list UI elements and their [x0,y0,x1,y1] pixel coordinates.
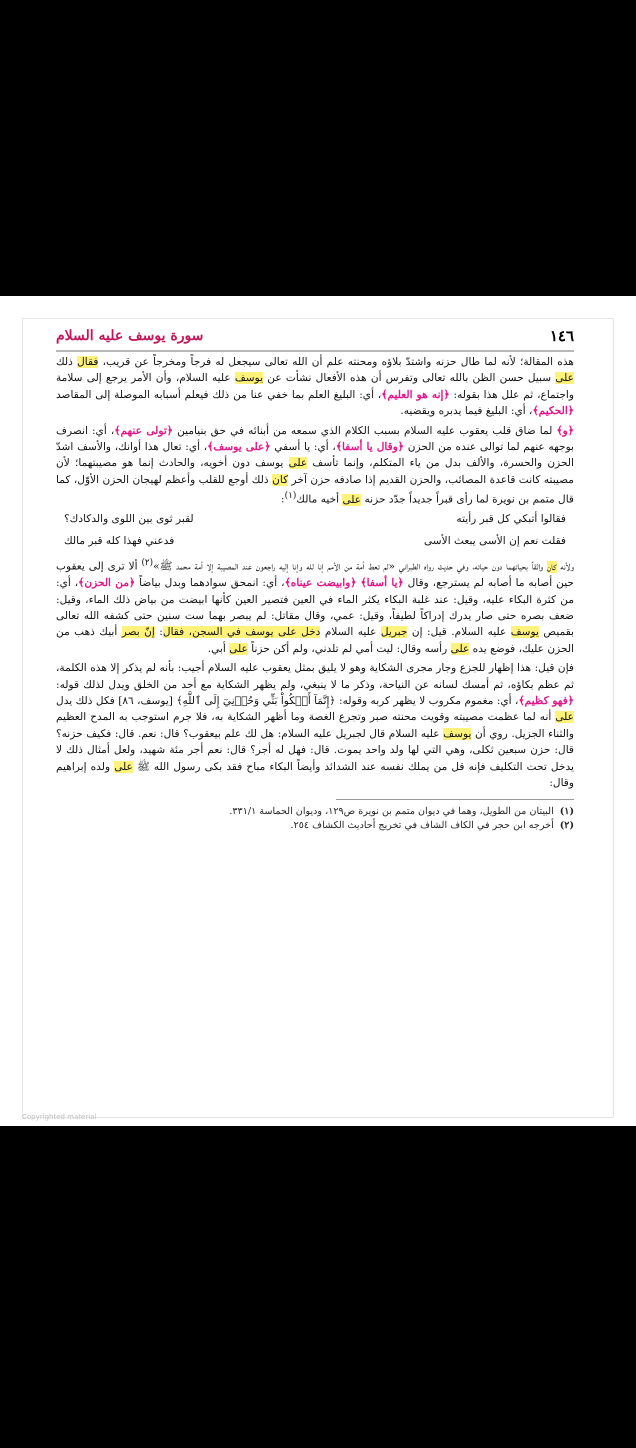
quran-quote: ﴿وقال يا أسفا﴾ [335,441,405,454]
footnote-divider [336,799,574,800]
quran-quote: ﴿وابيضت عيناه﴾ [284,577,357,590]
text-run: عليه السلام. قيل: إن [407,626,511,639]
page-body [56,354,574,833]
text-run: أنه لما عظمت مصيبته وقويت محنته صبر وتجرع الغصة وما أظهر الشكاية به، فلا جرم استوجب به المدح العظيم والثناء الجزيل. روي أن [56,711,574,740]
text-run: يوسف دون أخويه، والحادث إنما هو مصيبتهما؛ لأن مصيبته كانت قاعدة المصائب، والحزن القديم إذا صادفه حزن آخر [56,457,574,486]
highlight: جبريل [380,626,408,639]
text-run: ولأنه [556,560,574,573]
footnote-2 [56,819,574,833]
verse-hemistich: لقبر ثوى بين اللوى والدكادك؟ [64,513,194,526]
paragraph-2 [56,423,574,509]
highlight: يوسف [443,727,472,740]
text-run: : [281,493,285,506]
highlight: يوسف [234,372,264,385]
highlight: دخل على يوسف في السجن، فقال [162,626,321,639]
text-run: لما ضاق قلب يعقوب عليه السلام بسبب الكلام الذي سمعه من أبنائه في حق بنيامين [173,424,557,437]
page-number: ١٤٦ [549,327,574,345]
quran-quote: ﴿يا أسفا﴾ [360,577,404,590]
quran-quote: ﴿إنه هو العليم﴾ [381,388,450,401]
quran-quote: ﴿الحكيم﴾ [532,405,574,418]
footnote-text: البيتان من الطويل، وهما في ديوان متمم بن نويرة ص١٢٩، وديوان الحماسة ٣٣١/١. [229,806,554,818]
quran-quote: ﴿و﴾ [556,424,574,437]
highlight: على [229,642,248,655]
verse-hemistich: فقالوا أتبكي كل قبر رأيته [456,513,566,526]
text-run: أخيه مالك [296,493,343,506]
highlight: على [555,372,574,385]
quran-quote: ﴿تولى عنهم﴾ [114,424,174,437]
text-run: هذه المقالة؛ لأنه لما طال حزنه واشتدّ بلاؤه ومحنته علم أن الله تعالى سيجعل له فرجاً ومخرجاً عن قريب، [98,356,574,368]
text-run: عليه السلام [320,626,381,639]
text-run: سبيل حسن الظن بالله تعالى وتفرس أن هذه الأفعال نشأت عن [263,372,556,385]
text-run: ، أي: يا أسفي [270,441,336,454]
highlight: يوسف [510,626,539,639]
text-run: ولده إبراهيم وقال: [56,760,574,789]
chapter-title: سورة يوسف عليه السلام [56,328,204,344]
footnote-number: (١) [559,806,574,818]
highlight: على [288,457,308,470]
highlight: على [450,642,470,655]
footnote-text: أخرجه ابن حجر في الكاف الشاف في تخريج أحاديث الكشاف ٢٥٤. [290,820,554,832]
text-run: ، أي: انمحق سوادهما وبدل بياضاً [135,577,285,590]
text-run: ، أي: من كثرة البكاء عليه، وقيل: عند غلبة البكاء يكثر الماء في العين فتصير العين كأنها ابيضت من بياض ذلك الماء، وقيل: ضعف بصره حتى صار يدرك إدراكاً لطيفاً، وقيل: عمي، وقال مقاتل: لم يبصر بهما ست سنين حتى كشفه الله تعالى بقميص [56,577,574,639]
text-run: ، أي: البليغ فيما يدبره ويقضيه. [400,405,533,418]
highlight: على [114,760,133,773]
text-run: أبيك ذهب من الحزن عليك، فوضع يده [56,626,574,655]
text-run: واثقاً بحياتهما دون حياته، وفي حديث رواه الطبراني «لم تعط أمة من الأمم إنا لله وإنا إليه راجعون عند المصيبة إلا أمة محمد ﷺ» [153,560,547,573]
footnote-ref: (١) [284,491,297,502]
text-run: أبي. [207,642,230,655]
text-run: ، أي: البليغ العلم بما خفي عنا من ذلك فيعلم أسبابه الموصلة إلى المقاصد [56,388,382,401]
paragraph-1 [56,354,574,420]
text-run: عليه السلام قال لجبريل عليه السلام: هل لك علم بيعقوب؟ قال: نعم. قال: فكيف حزنه؟ قال: حزن سبعين ثكلى، وهي التي لها ولد واحد يموت. قال: فهل له أجر؟ قال: نعم أجر مئة شهيد، ولعل أمثال ذلك لا يدخل تحت التكليف فإنه قل من يملك نفسه عند الشدائد وأيضاً البكاء مباح فقد بكى رسول الله ﷺ [56,727,574,773]
paragraph-3 [56,555,574,657]
text-run: ، أي: تعال هذا أوانك، والأسف اشدّ الحزن والحسرة، والألف بدل من ياء المتكلم، وإنما تأسف [56,441,574,470]
text-run: ألا ترى إلى يعقوب حين أصابه ما أصابه لم يسترجع، وقال [56,560,574,590]
highlight: فقال [77,356,99,368]
highlight: على [555,711,574,724]
text-run: ، أي: مغموم مكروب لا يظهر كربه وقوله: ﴿إِنَّمَآ أَشۡكُواْ بَثِّي وَحُزۡنِيٓ إِلَى ٱللَّهِ﴾ [يوسف، ٨٦] فكل ذلك يدل [56,694,519,707]
text-run: ذلك أوجع للقلب وأعظم لهيجان الحزن الأوّل، كما قال متمم بن نويرة لما رأى قبراً جديداً جدّد حزنه [56,473,574,506]
book-page [0,296,636,1126]
verse-hemistich: فدعني فهذا كله قبر مالك [64,535,175,548]
copyright-watermark: Copyrighted material [22,1113,97,1121]
quran-quote: ﴿فهو كظيم﴾ [518,694,574,707]
poem-verse-1 [56,511,574,528]
text-run: ذلك [56,356,78,368]
highlight: كان [272,473,289,486]
text-run: : [154,626,163,639]
highlight: كان [546,560,557,573]
quran-quote: ﴿على يوسف﴾ [207,441,271,454]
text-run: عليه السلام، وأن الأمر يرجع إلى سلامة واجتماع، ثم علل هذا بقوله: [56,372,574,401]
footnote-1 [56,805,574,819]
verse-hemistich: فقلت نعم إن الأسى يبعث الأسى [423,535,566,548]
text-run: ، أي: انصرف بوجهه عنهم لما توالى عنده من الحزن [56,424,574,454]
paragraph-4 [56,660,574,791]
quran-quote: ﴿من الحزن﴾ [78,577,136,590]
text-run: فإن قيل: هذا إظهار للجزع وجار مجرى الشكاية وهو لا يليق بمثل يعقوب عليه السلام أجيب: بأنه لم يذكر إلا هذه الكلمة، ثم عظم بكاؤه، ثم أمسك لسانه عن النياحة، وذكر ما لا ينبغي، ولم يظهر الشكاية مع أحد من الخلق ويدل لذلك قوله: [56,662,574,691]
footnote-ref: (٢) [141,558,154,569]
poem-verse-2 [56,533,574,550]
page-header [56,326,574,352]
text-run: رأسه وقال: ليت أمي لم تلدني، ولم أكن حزناً [247,642,451,655]
footnote-number: (٢) [559,820,574,832]
highlight: إنّ بصر [121,626,155,639]
highlight: على [342,493,362,506]
